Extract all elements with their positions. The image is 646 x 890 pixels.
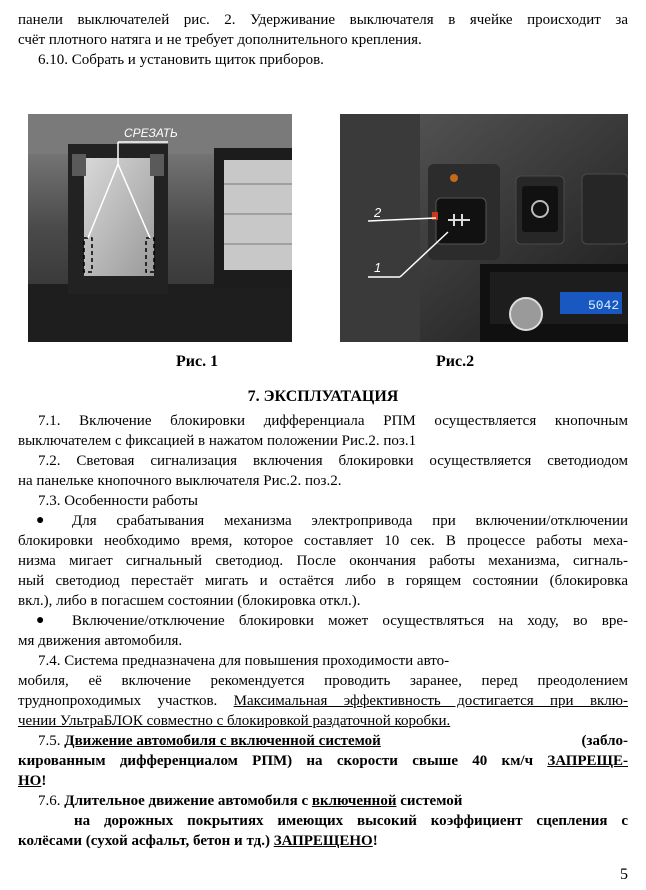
figure-1-label: СРЕЗАТЬ [124, 126, 178, 140]
p74-line-4 [18, 711, 628, 731]
p75-line-3-a: НО [18, 773, 42, 789]
p76-line-1 [18, 791, 628, 811]
p76-line-3 [18, 831, 628, 851]
p75-line-2 [18, 751, 628, 771]
p76-line-3-a: колёсами (сухой асфальт, бетон и тд.) [18, 833, 274, 849]
p76-b: Длительное движение автомобиля с [64, 793, 312, 809]
bullet-1-line-1: Для срабатывания механизма электропривода при включении/отключении [72, 513, 628, 529]
figure-2-photo [340, 114, 628, 342]
p73-title: 7.3. Особенности работы [38, 493, 198, 509]
p76-line-3-c: ! [372, 833, 378, 849]
p74-line-3-a: труднопроходимых участков. [18, 693, 234, 709]
bullet-1-dot: ● [36, 513, 45, 528]
figure-1-photo [28, 114, 292, 342]
p72-line-1: 7.2. Световая сигнализация включения блокировки осуществляется светодиодом [38, 453, 628, 469]
intro-line-1: панели выключателей рис. 2. Удерживание выключателя в ячейке происходит за [18, 12, 628, 28]
p74-line-4-text: чении УльтраБЛОК совместно с блокировкой раздаточной коробки. [18, 713, 451, 729]
p74-line-2: мобиля, её включение рекомендуется проводить заранее, перед преодолением [18, 673, 628, 689]
bullet-2-line-1: Включение/отключение блокировки может осуществляться на ходу, во вре- [72, 613, 628, 629]
figure-1-drawing [28, 114, 292, 342]
bullet-1-line-5: вкл.), либо в погасшем состоянии (блокировка откл.). [18, 593, 361, 609]
page-number: 5 [620, 866, 628, 883]
figure-2-caption: Рис.2 [436, 353, 475, 370]
p76-num: 7.6. [38, 793, 65, 809]
p75-b: Движение автомобиля с [64, 733, 231, 749]
p71-line-2: выключателем с фиксацией в нажатом положении Рис.2. поз.1 [18, 433, 417, 449]
figure-2-label-2: 2 [374, 205, 382, 220]
figure-2-label-1: 1 [374, 260, 382, 275]
p76-d: системой [396, 793, 463, 809]
p75-line-2-b: ЗАПРЕЩЕ- [547, 753, 628, 769]
bullet-1-line-2: блокировки необходимо время, которое составляет 10 сек. В процессе работы меха- [18, 533, 628, 549]
bullet-1 [18, 511, 628, 611]
p76-line-2: на дорожных покрытиях имеющих высокий коэффициент сцепления с [74, 813, 628, 829]
radio-display: 5042 [588, 298, 620, 313]
step-6-10: 6.10. Собрать и установить щиток приборов. [38, 52, 324, 68]
bullet-2-dot: ● [36, 613, 45, 628]
p75-line-3-b: ! [41, 773, 47, 789]
p76-line-3-b: ЗАПРЕЩЕНО [273, 833, 373, 849]
p76-c: включенной [311, 793, 397, 809]
p75-c: включенной [230, 733, 319, 749]
bullet-1-line-4: ный светодиод перестаёт мигать и остаётся либо в горящем состоянии (блокировка [18, 573, 628, 589]
p74-line-3-b: Максимальная эффективность достигается при вклю- [233, 693, 628, 709]
p71-line-1: 7.1. Включение блокировки дифференциала РПМ осуществляется кнопочным [38, 413, 628, 429]
p75-line-3 [18, 771, 628, 791]
p75-num: 7.5. [38, 733, 65, 749]
p75-line-2-a: кированным дифференциалом РПМ) на скорости свыше 40 км/ч [18, 753, 548, 769]
bullet-2-line-2: мя движения автомобиля. [18, 633, 183, 649]
bullet-2 [18, 611, 628, 651]
figure-1-caption: Рис. 1 [176, 353, 219, 370]
bullet-1-line-3: низма мигает сигнальный светодиод. После окончания работы механизма, сигналь- [18, 553, 628, 569]
p75-line-1 [18, 731, 628, 751]
p74-line-1: 7.4. Система предназначена для повышения проходимости авто- [38, 653, 450, 669]
p72-line-2: на панельке кнопочного выключателя Рис.2. поз.2. [18, 473, 342, 489]
p75-d: системой [318, 733, 381, 749]
p74-line-3 [18, 691, 628, 711]
figure-2-drawing [340, 114, 628, 342]
section-title: 7. ЭКСПЛУАТАЦИЯ [247, 388, 399, 405]
intro-line-2: счёт плотного натяга и не требует дополнительного крепления. [18, 32, 422, 48]
p75-e: (забло- [581, 733, 628, 749]
